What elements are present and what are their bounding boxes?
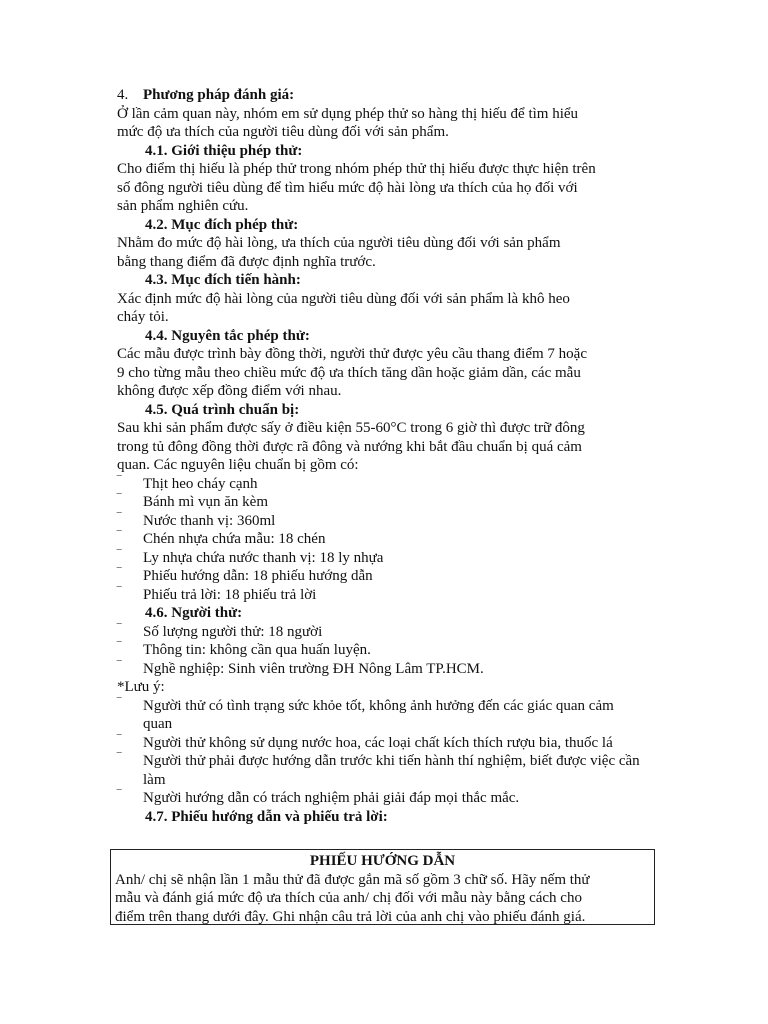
box-line: điểm trên thang dưới đây. Ghi nhận câu trả lời của anh chị vào phiếu đánh giá. xyxy=(115,908,586,925)
note-title: *Lưu ý: xyxy=(117,679,165,695)
paragraph-line: Xác định mức độ hài lòng của người tiêu dùng đối với sản phẩm là khô heo xyxy=(117,290,570,307)
bullet-icon: ‾ xyxy=(117,694,122,710)
bullet-icon: ‾ xyxy=(117,620,122,636)
bullet-icon: ‾ xyxy=(117,639,122,654)
paragraph-line: số đông người tiêu dùng để tìm hiểu mức độ hài lòng ưa thích của họ đối với xyxy=(117,179,578,196)
bullet-icon: ‾ xyxy=(117,472,122,488)
paragraph-line: Nhằm đo mức độ hài lòng, ưa thích của người tiêu dùng đối với sản phẩm xyxy=(117,235,561,251)
list-item: ‾ Người hướng dẫn có trách nghiệm phải giải đáp mọi thắc mắc. xyxy=(117,787,520,806)
list-item: ‾ Nước thanh vị: 360ml xyxy=(117,509,276,529)
bullet-icon: ‾ xyxy=(117,787,122,802)
paragraph-line: Cho điểm thị hiếu là phép thử trong nhóm phép thử thị hiếu được thực hiện trên xyxy=(117,161,596,177)
list-item: ‾ Phiếu trả lời: 18 phiếu trả lời xyxy=(117,583,317,603)
bullet-icon: ‾ xyxy=(117,528,122,543)
subsection-title: 4.2. Mục đích phép thử: xyxy=(145,216,299,233)
box-title: PHIẾU HƯỚNG DẪN xyxy=(309,853,456,869)
list-item: ‾ Nghề nghiệp: Sinh viên trường ĐH Nông Lâm TP.HCM. xyxy=(117,657,484,677)
subsection-title: 4.4. Nguyên tắc phép thử: xyxy=(145,327,310,344)
bullet-icon: ‾ xyxy=(117,750,122,765)
list-item: ‾ Bánh mì vụn ăn kèm xyxy=(117,491,268,510)
bullet-icon: ‾ xyxy=(117,657,122,673)
box-line: mẫu và đánh giá mức độ ưa thích của anh/ chị đối với mẫu này bằng cách cho xyxy=(115,890,582,906)
paragraph-line: 9 cho từng mẫu theo chiều mức độ ưa thích tăng dần hoặc giảm dần, các mẫu xyxy=(117,364,581,381)
section-heading xyxy=(117,86,662,105)
box-line: Anh/ chị sẽ nhận lần 1 mẫu thử đã được gắn mã số gồm 3 chữ số. Hãy nếm thử xyxy=(115,871,590,888)
list-item: ‾ Người thử không sử dụng nước hoa, các loại chất kích thích rượu bia, thuốc lá xyxy=(117,731,613,751)
paragraph-line: Ở lần cảm quan này, nhóm em sử dụng phép thử so hàng thị hiếu để tìm hiểu xyxy=(117,105,579,122)
section-title: Phương pháp đánh giá: xyxy=(143,87,295,103)
subsection-title: 4.3. Mục đích tiến hành: xyxy=(145,272,301,288)
list-item: ‾ Người thử có tình trạng sức khỏe tốt, không ảnh hưởng đến các giác quan cảm quan xyxy=(117,694,614,732)
bullet-icon: ‾ xyxy=(117,583,122,599)
document-body xyxy=(117,86,662,826)
subsection-title: 4.5. Quá trình chuẩn bị: xyxy=(145,401,300,418)
list-item: ‾ Chén nhựa chứa mẫu: 18 chén xyxy=(117,528,326,547)
paragraph-line: không được xếp đồng điểm với nhau. xyxy=(117,383,342,399)
paragraph-line: Sau khi sản phẩm được sấy ở điều kiện 55-60°C trong 6 giờ thì được trữ đông xyxy=(117,420,585,436)
list-item: ‾ Người thử phải được hướng dẫn trước khi tiến hành thí nghiệm, biết được việc cần làm xyxy=(117,750,640,788)
bullet-icon: ‾ xyxy=(117,509,122,525)
paragraph-line: sản phẩm nghiên cứu. xyxy=(117,198,249,214)
paragraph-line: mức độ ưa thích của người tiêu dùng đối với sản phẩm. xyxy=(117,124,449,140)
bullet-icon: ‾ xyxy=(117,546,122,562)
paragraph-line: Các mẫu được trình bày đồng thời, người thử được yêu cầu thang điểm 7 hoặc xyxy=(117,346,587,362)
paragraph-line: cháy tỏi. xyxy=(117,309,169,325)
paragraph-line: bằng thang điểm đã được định nghĩa trước. xyxy=(117,253,376,270)
instruction-box xyxy=(110,849,655,925)
subsection-title: 4.6. Người thử: xyxy=(145,605,243,621)
bullet-icon: ‾ xyxy=(117,731,122,747)
list-item: ‾ Ly nhựa chứa nước thanh vị: 18 ly nhựa xyxy=(117,546,384,566)
list-item: ‾ Thịt heo cháy cạnh xyxy=(117,472,258,492)
subsection-title: 4.7. Phiếu hướng dẫn và phiếu trả lời: xyxy=(145,808,388,825)
bullet-icon: ‾ xyxy=(117,565,122,580)
list-item: ‾ Phiếu hướng dẫn: 18 phiếu hướng dẫn xyxy=(117,565,373,584)
list-item: ‾ Số lượng người thử: 18 người xyxy=(117,620,323,640)
section-number: 4. xyxy=(117,87,129,103)
bullet-icon: ‾ xyxy=(117,491,122,506)
subsection-title: 4.1. Giới thiệu phép thử: xyxy=(145,142,303,159)
paragraph-line: quan. Các nguyên liệu chuẩn bị gồm có: xyxy=(117,457,359,473)
paragraph-line: trong tủ đông đồng thời được rã đông và nướng khi bắt đầu chuẩn bị quá cảm xyxy=(117,438,582,455)
list-item: ‾ Thông tin: không cần qua huấn luyện. xyxy=(117,639,371,658)
